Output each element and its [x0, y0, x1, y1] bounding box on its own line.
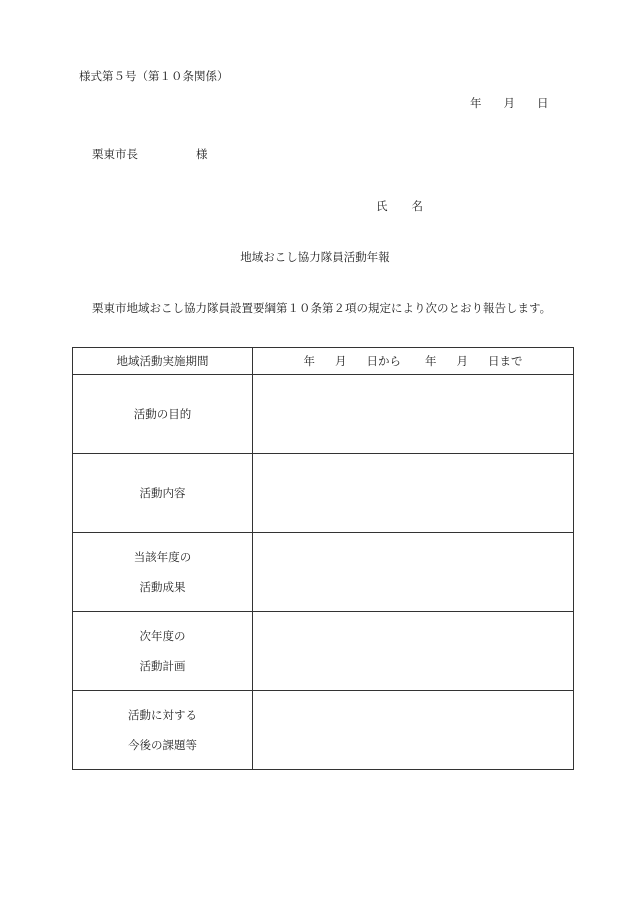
intro-text: 栗東市地域おこし協力隊員設置要綱第１０条第２項の規定により次のとおり報告します。: [92, 301, 552, 315]
period-to: 日まで: [488, 354, 523, 368]
period-from: 日から: [366, 354, 401, 368]
content-row: [73, 454, 574, 533]
addressee: [92, 146, 208, 162]
plan-row: [73, 612, 574, 691]
addressee-honorific: 様: [196, 147, 208, 161]
date-year-label: 年: [470, 96, 482, 110]
plan-label: 次年度の 活動計画: [73, 612, 253, 691]
document-title: 地域おこし協力隊員活動年報: [240, 250, 390, 264]
results-field[interactable]: [253, 533, 574, 612]
issues-field[interactable]: [253, 691, 574, 770]
content-field[interactable]: [253, 454, 574, 533]
period-row: [73, 348, 574, 375]
issues-row: [73, 691, 574, 770]
purpose-row: [73, 375, 574, 454]
period-month-2: 月: [456, 354, 468, 368]
issues-label: 活動に対する 今後の課題等: [73, 691, 253, 770]
content-label: 活動内容: [73, 454, 253, 533]
name-label-2: 名: [411, 199, 423, 213]
date-day-label: 日: [537, 96, 549, 110]
period-year-2: 年: [425, 354, 437, 368]
date-line: [470, 95, 549, 111]
period-month-1: 月: [335, 354, 347, 368]
period-year-1: 年: [303, 354, 315, 368]
addressee-name: 栗東市長: [92, 147, 138, 161]
name-label-1: 氏: [376, 199, 388, 213]
form-number: 様式第５号（第１０条関係）: [79, 69, 229, 83]
report-table: [72, 347, 574, 770]
results-label: 当該年度の 活動成果: [73, 533, 253, 612]
purpose-label: 活動の目的: [73, 375, 253, 454]
period-field[interactable]: [253, 348, 574, 375]
applicant-name-line: [376, 198, 423, 214]
purpose-field[interactable]: [253, 375, 574, 454]
date-month-label: 月: [503, 96, 515, 110]
plan-field[interactable]: [253, 612, 574, 691]
period-label: 地域活動実施期間: [73, 348, 253, 375]
results-row: [73, 533, 574, 612]
